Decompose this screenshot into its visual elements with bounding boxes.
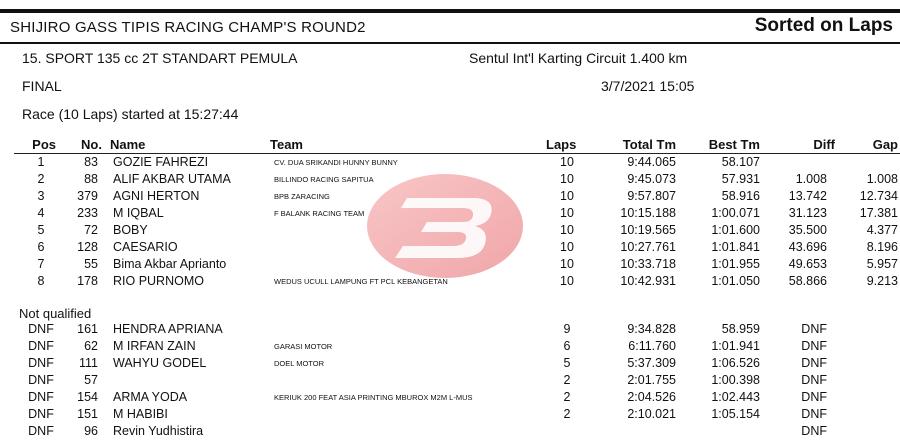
row-gap: 12.734 xyxy=(859,189,898,203)
row-no: 161 xyxy=(77,322,98,336)
row-best: 1:01.600 xyxy=(711,223,760,237)
row-laps: 10 xyxy=(560,206,574,220)
row-team: DOEL MOTOR xyxy=(274,359,325,368)
row-gap: 17.381 xyxy=(859,206,898,220)
row-diff: 31.123 xyxy=(788,206,827,220)
top-border xyxy=(0,9,900,13)
row-no: 128 xyxy=(77,240,98,254)
row-no: 88 xyxy=(84,172,98,186)
row-no: 96 xyxy=(84,424,98,438)
row-pos: 3 xyxy=(37,189,45,203)
row-pos: DNF xyxy=(28,356,54,370)
row-team: WEDUS UCULL LAMPUNG FT PCL KEBANGETAN xyxy=(274,277,448,286)
row-total: 10:19.565 xyxy=(620,223,676,237)
row-no: 72 xyxy=(84,223,98,237)
row-name: M IRFAN ZAIN xyxy=(113,339,196,353)
row-name: WAHYU GODEL xyxy=(113,356,207,370)
row-total: 5:37.309 xyxy=(627,356,676,370)
col-no: No. xyxy=(81,137,102,152)
col-gap: Gap xyxy=(872,137,898,152)
row-total: 10:42.931 xyxy=(620,274,676,288)
row-no: 233 xyxy=(77,206,98,220)
row-name: ARMA YODA xyxy=(113,390,188,404)
row-diff: DNF xyxy=(801,390,827,404)
row-laps: 5 xyxy=(563,356,571,370)
row-diff: DNF xyxy=(801,407,827,421)
row-diff: 35.500 xyxy=(788,223,827,237)
row-name: AGNI HERTON xyxy=(113,189,200,203)
class-name: 15. SPORT 135 cc 2T STANDART PEMULA xyxy=(22,50,298,66)
row-total: 9:57.807 xyxy=(627,189,676,203)
row-no: 151 xyxy=(77,407,98,421)
row-pos: 5 xyxy=(37,223,45,237)
row-pos: 8 xyxy=(37,274,45,288)
row-name: M IQBAL xyxy=(113,206,164,220)
row-pos: 6 xyxy=(37,240,45,254)
event-datetime: 3/7/2021 15:05 xyxy=(601,78,695,94)
row-laps: 6 xyxy=(563,339,571,353)
row-total: 2:01.755 xyxy=(627,373,676,387)
row-pos: DNF xyxy=(28,390,54,404)
col-name: Name xyxy=(110,137,146,152)
row-best: 1:06.526 xyxy=(711,356,760,370)
row-total: 10:15.188 xyxy=(620,206,676,220)
row-gap: 1.008 xyxy=(866,172,898,186)
row-laps: 10 xyxy=(560,223,574,237)
row-best: 1:01.050 xyxy=(711,274,760,288)
row-no: 57 xyxy=(84,373,98,387)
row-diff: DNF xyxy=(801,339,827,353)
row-name: M HABIBI xyxy=(113,407,168,421)
row-name: Revin Yudhistira xyxy=(113,424,204,438)
row-no: 111 xyxy=(78,356,98,370)
row-name: ALIF AKBAR UTAMA xyxy=(113,172,231,186)
row-best: 1:01.955 xyxy=(711,257,760,271)
row-total: 9:45.073 xyxy=(627,172,676,186)
row-laps: 10 xyxy=(560,155,574,169)
col-laps: Laps xyxy=(546,137,577,152)
col-best-time: Best Tm xyxy=(708,137,760,152)
row-pos: 2 xyxy=(37,172,45,186)
row-no: 379 xyxy=(77,189,98,203)
row-diff: 1.008 xyxy=(795,172,827,186)
row-pos: 1 xyxy=(37,155,45,169)
row-pos: DNF xyxy=(28,407,54,421)
not-qualified-heading: Not qualified xyxy=(19,306,92,321)
row-laps: 10 xyxy=(560,274,574,288)
row-laps: 2 xyxy=(563,407,571,421)
row-diff: DNF xyxy=(801,356,827,370)
header-divider xyxy=(0,42,900,44)
row-diff: 13.742 xyxy=(788,189,827,203)
row-gap: 8.196 xyxy=(866,240,898,254)
row-gap: 9.213 xyxy=(866,274,898,288)
row-team: GARASI MOTOR xyxy=(274,342,333,351)
row-pos: DNF xyxy=(28,339,54,353)
row-total: 10:33.718 xyxy=(620,257,676,271)
row-best: 1:01.941 xyxy=(711,339,760,353)
row-total: 6:11.760 xyxy=(628,339,676,353)
row-team: BPB ZARACING xyxy=(274,192,330,201)
row-pos: DNF xyxy=(28,424,54,438)
col-total-time: Total Tm xyxy=(622,137,676,152)
row-best: 58.916 xyxy=(721,189,760,203)
report-title: SHIJIRO GASS TIPIS RACING CHAMP'S ROUND2 xyxy=(10,19,366,36)
row-best: 58.959 xyxy=(721,322,760,336)
row-laps: 2 xyxy=(563,390,571,404)
col-team: Team xyxy=(270,137,303,152)
row-gap: 4.377 xyxy=(866,223,898,237)
sort-label: Sorted on Laps xyxy=(754,15,893,36)
row-team: F BALANK RACING TEAM xyxy=(274,209,365,218)
row-gap: 5.957 xyxy=(866,257,898,271)
row-name: CAESARIO xyxy=(113,240,178,254)
b-logo-icon xyxy=(365,172,525,280)
row-total: 10:27.761 xyxy=(620,240,676,254)
row-name: Bima Akbar Aprianto xyxy=(113,257,227,271)
row-no: 62 xyxy=(84,339,98,353)
row-laps: 10 xyxy=(560,189,574,203)
row-best: 1:01.841 xyxy=(711,240,760,254)
row-pos: 4 xyxy=(37,206,45,220)
row-diff: DNF xyxy=(801,322,827,336)
row-no: 154 xyxy=(77,390,98,404)
row-best: 1:05.154 xyxy=(711,407,760,421)
row-best: 1:02.443 xyxy=(711,390,760,404)
row-pos: 7 xyxy=(37,257,45,271)
row-no: 55 xyxy=(84,257,98,271)
row-diff: 49.653 xyxy=(788,257,827,271)
row-no: 178 xyxy=(77,274,98,288)
row-diff: DNF xyxy=(801,424,827,438)
row-diff: DNF xyxy=(801,373,827,387)
row-team: BILLINDO RACING SAPITUA xyxy=(274,175,374,184)
row-total: 2:10.021 xyxy=(627,407,676,421)
row-laps: 10 xyxy=(560,257,574,271)
row-laps: 10 xyxy=(560,172,574,186)
row-no: 83 xyxy=(84,155,98,169)
col-diff: Diff xyxy=(813,137,835,152)
row-laps: 2 xyxy=(563,373,571,387)
row-name: GOZIE FAHREZI xyxy=(113,155,209,169)
row-pos: DNF xyxy=(28,322,54,336)
row-diff: 43.696 xyxy=(788,240,827,254)
row-name: RIO PURNOMO xyxy=(113,274,204,288)
race-start-info: Race (10 Laps) started at 15:27:44 xyxy=(22,106,239,122)
row-diff: 58.866 xyxy=(788,274,827,288)
row-best: 1:00.071 xyxy=(711,206,760,220)
row-total: 2:04.526 xyxy=(627,390,676,404)
row-best: 58.107 xyxy=(721,155,760,169)
row-name: BOBY xyxy=(113,223,148,237)
row-team: KERIUK 200 FEAT ASIA PRINTING MBUROX M2M L-MUS xyxy=(274,393,473,402)
row-pos: DNF xyxy=(28,373,54,387)
row-total: 9:44.065 xyxy=(627,155,676,169)
session-name: FINAL xyxy=(22,78,62,94)
circuit-name: Sentul Int'l Karting Circuit 1.400 km xyxy=(469,50,688,66)
row-team: CV. DUA SRIKANDI HUNNY BUNNY xyxy=(274,158,398,167)
row-laps: 9 xyxy=(563,322,571,336)
col-pos: Pos xyxy=(32,137,56,152)
row-best: 57.931 xyxy=(721,172,760,186)
row-total: 9:34.828 xyxy=(627,322,676,336)
row-best: 1:00.398 xyxy=(711,373,760,387)
column-header-rule xyxy=(14,153,900,154)
row-name: HENDRA APRIANA xyxy=(113,322,223,336)
row-laps: 10 xyxy=(560,240,574,254)
